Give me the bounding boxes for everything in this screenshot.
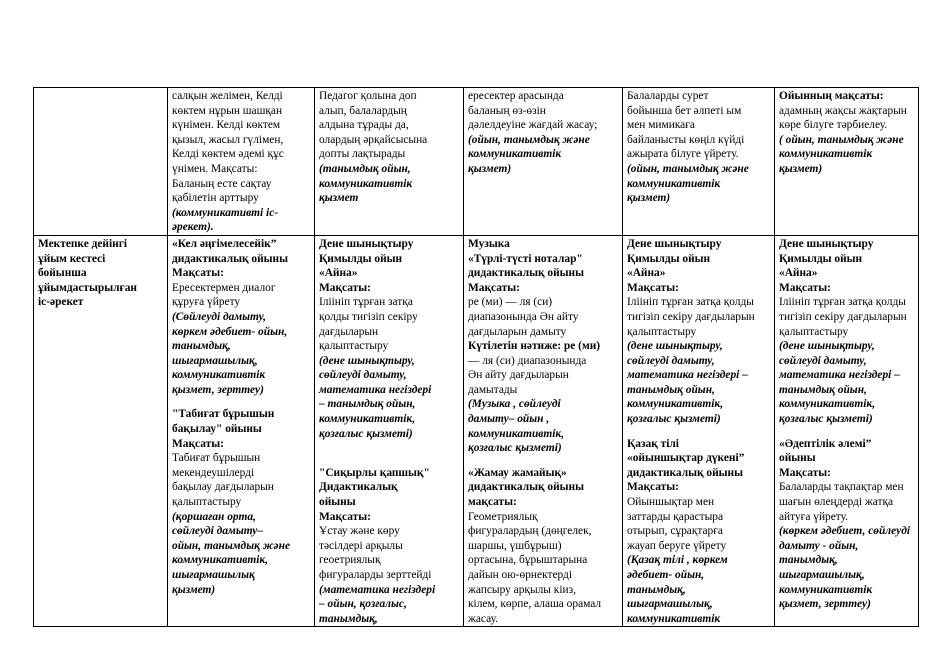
text-line: коммуникативтік [627,612,721,625]
text-line: «Айна» [627,267,666,280]
text-line: үнімен. Мақсаты: [172,162,258,175]
text-line: байланысты көңіл күйді [627,133,745,146]
text-line: ұйымдастырылған [38,281,137,294]
text-line: коммуникативтік, [172,554,269,567]
text-line: Мақсаты: [779,466,831,479]
text-line: (дене шынықтыру, [319,354,415,367]
text-line: шығармашылық, [627,598,713,611]
text-line: сөйлеуді дамыту, [319,369,407,382]
text-line: дидактикалық ойыны [468,267,584,280]
tuesday-cell [315,235,464,626]
text-line: ( ойын, танымдық және [779,133,904,146]
text-line: көркем әдебиет- ойын, [172,325,288,338]
thursday-cell [623,235,775,626]
text-line: Іліініп тұрған затқа [319,296,413,309]
text-line: (Қазақ тілі , көркем [627,554,728,567]
text-line: «ойыншықтар дүкені” [627,452,745,465]
text-line: қызмет [319,192,359,205]
text-line: Келді көктем әдемі құс [172,148,284,161]
text-line: ойын, танымдық және [172,539,290,552]
text-line: (коммуникативті іс- [172,206,279,219]
text-line: математика негіздері [319,383,432,396]
text-line: әрекет). [172,221,214,234]
text-line: Ән айту дағдыларын [468,369,569,382]
text-line: Мақсаты: [319,281,371,294]
text-line: «Жамау жамайық» [468,466,567,479]
text-line: допты лақтырады [319,148,406,161]
text-line: Ойынның мақсаты: [779,90,884,102]
text-line: тигізіп секіру дағдыларын [779,310,907,323]
text-line: дамытады [468,383,518,396]
text-line: коммуникативтік, [627,398,724,411]
text-line: олардың әрқайсысына [319,133,428,146]
text-line: Іліініп тұрған затқа қолды [627,296,754,309]
text-line: дидактикалық ойыны [627,466,743,479]
text-line: Мақсаты: [779,281,831,294]
text-line: қозғалыс қызметі) [779,413,873,426]
text-line: Ересектермен диалог [172,281,276,294]
text-line: баланың өз-өзін [468,104,546,117]
text-line: Дидактикалық [319,481,398,494]
text-line: отырып, сұрақтарға [627,525,723,538]
text-line: (көркем әдебиет, сөйлеуді [779,525,911,538]
table-row [34,88,919,236]
row-label-cell [34,235,168,626]
text-line: қолды тигізіп секіру [319,310,418,323]
text-line: танымдық, [319,612,378,625]
text-line: алдына тұрады да, [319,119,409,132]
text-line: Мақсаты: [172,437,224,450]
text-line: коммуникативтік [319,177,413,190]
text-line: мекендеушілерді [172,466,255,479]
text-line: қалыптастыру [627,325,697,338]
row-label-cell [34,88,168,236]
spacer [468,456,619,466]
text-line: коммуникативтік [172,369,266,382]
text-line: «Кел әңгімелесейік” [172,237,277,250]
text-line: тигізіп секіру дағдыларын [627,310,755,323]
text-line: ұйым кестесі [38,252,106,265]
text-line: қызмет) [627,192,671,205]
text-line: Мақсаты: [468,281,520,294]
text-line: кілем, көрпе, алаша орамал [468,598,602,611]
text-line: Педагог қолына доп [319,90,417,102]
text-line: күнімен. Келді көктем [172,119,281,132]
text-line: Ойыншықтар мен [627,496,715,509]
spacer [627,427,771,437]
text-line: көктем нұрын шашқан [172,104,283,117]
text-line: Ұстау және көру [319,525,400,538]
text-line: Мақсаты: [627,281,679,294]
text-line: бақылау" ойыны [172,423,262,436]
text-line: мен мимикаға [627,119,695,132]
text-line: жасау. [468,612,498,625]
friday-cell [775,88,919,236]
text-line: Музыка [468,237,510,250]
text-line: бойынша [38,267,87,280]
text-line: мақсаты: [468,496,517,509]
text-line: (танымдық ойын, [319,162,411,175]
text-line: шаршы, үшбұрыш) [468,539,562,552]
text-line: Мақсаты: [172,267,224,280]
text-line: құруға үйрету [172,296,241,309]
friday-cell [775,235,919,626]
text-line: Қимылды ойын [779,252,863,265]
text-line: адамның жақсы жақтарын [779,104,907,117]
text-line: Қазақ тілі [627,437,679,450]
text-line: қалыптастыру [319,340,389,353]
tuesday-cell [315,88,464,236]
text-line: коммуникативтік [468,148,562,161]
thursday-cell [623,88,775,236]
text-line: (ойын, танымдық және [627,162,749,175]
text-line: бойынша бет әлпеті ым [627,104,742,117]
text-line: Мақсаты: [319,510,371,523]
text-line: қалыптастыру [172,496,242,509]
text-line: шығармашылық, [172,354,258,367]
text-line: танымдық, [779,554,838,567]
text-line: бақылау дағдыларын [172,481,274,494]
text-line: қабілетін арттыру [172,192,259,205]
text-line: танымдық ойын, [779,383,867,396]
text-line: математика негіздері – [779,369,900,382]
text-line: коммуникативтік, [468,427,565,440]
text-line: жапсыру арқылы кіиз, [468,583,576,596]
text-line: математика негіздері – [627,369,748,382]
text-line: Дене шынықтыру [627,237,722,250]
text-line: айтуға үйрету. [779,510,849,523]
text-line: танымдық ойын, [627,383,715,396]
text-line: Баланың есте сақтау [172,177,272,190]
text-line: алып, балалардың [319,104,407,117]
text-line: қызмет) [172,583,216,596]
text-line: Дене шынықтыру [319,237,414,250]
text-line: (дене шынықтыру, [627,340,723,353]
text-line: қызмет, зерттеу) [172,383,264,396]
text-line: — ля (си) диапазонында [468,354,587,367]
text-line: дидактикалық ойыны [172,252,288,265]
text-line: дамыту– ойын , [468,413,550,426]
text-line: салқын желімен, Келді [172,90,283,102]
text-line: әдебиет- ойын, [627,569,705,581]
text-line: "Сиқырлы қапшық" [319,466,430,479]
text-line: «Айна» [319,267,358,280]
text-line: Мектепке дейінгі [38,237,128,250]
text-line: қызмет) [468,162,512,175]
text-line: шағын өлеңдерді жатқа [779,496,894,509]
text-line: қалыптастыру [779,325,849,338]
text-line: коммуникативтік [779,148,873,161]
text-line: Балаларды сурет [627,90,709,102]
document-page [33,87,919,627]
text-line: Балаларды тақпақтар мен [779,481,904,494]
text-line: қозғалыс қызметі) [468,442,562,455]
text-line: ойыны [319,496,356,509]
text-line: (дене шынықтыру, [779,340,875,353]
text-line: дағдыларын [319,325,379,338]
text-line: Табиғат бұрышын [172,452,261,465]
text-line: (ойын, танымдық және [468,133,590,146]
text-line: (математика негіздері [319,583,436,596]
text-line: шығармашылық, [779,569,865,581]
text-line: сөйлеуді дамыту– [172,525,264,538]
text-line: (Сөйлеуді дамыту, [172,310,266,323]
text-line: ойыны [779,452,816,465]
text-line: (Музыка , сөйлеуді [468,398,561,411]
spacer [172,397,311,407]
text-line: «Түрлі-түсті ноталар" [468,252,583,265]
text-line: Геометриялық [468,510,538,523]
text-line: қозғалыс қызметі) [627,413,721,426]
text-line: коммуникативтік [779,583,873,596]
text-line: фигураларды зерттейді [319,569,432,581]
text-line: Қимылды ойын [627,252,711,265]
text-line: шығармашылық [172,569,255,581]
text-line: фигуралардың (дөңгелек, [468,525,592,538]
text-line: геоетриялық [319,554,381,567]
text-line: Мақсаты: [627,481,679,494]
text-line: іс-әрекет [38,296,84,309]
text-line: (қоршаған орта, [172,510,256,523]
text-line: сөйлеуді дамыту, [779,354,867,367]
schedule-table [33,87,919,627]
text-line: дағдыларын дамыту [468,325,567,338]
spacer [319,456,460,466]
text-line: дәлелдеуіне жағдай жасау; [468,119,598,132]
text-line: Қимылды ойын [319,252,403,265]
text-line: – ойын, қозғалыс, [319,598,407,611]
text-line: қызыл, жасыл гүлімен, [172,133,284,146]
text-line: дидактикалық ойыны [468,481,584,494]
text-line: заттарды қараcтыра [627,510,724,523]
monday-cell [168,88,315,236]
text-line: қозғалыс қызметі) [319,427,413,440]
text-line: жауап беруге үйрету [627,539,727,552]
table-row [34,235,919,626]
text-line: сөйлеуді дамыту, [627,354,715,367]
text-line: коммуникативтік, [779,398,876,411]
text-line: ре (ми) — ля (си) [468,296,553,309]
text-line: «Айна» [779,267,818,280]
text-line: "Табиғат бұрышын [172,408,275,421]
text-line: дайын ою-өрнектерді [468,569,573,581]
text-line: коммуникативтік [627,177,721,190]
text-line: ажырата білуге үйрету. [627,148,739,161]
text-line: Іліініп тұрған затқа қолды [779,296,906,309]
text-line: ортасына, бұрыштарына [468,554,588,567]
text-line: көре білуге тәрбиелеу. [779,119,888,132]
monday-cell [168,235,315,626]
text-line: коммуникативтік, [319,413,416,426]
text-line: дамыту - ойын, [779,539,859,552]
text-line: диапазонында Ән айту [468,310,579,323]
text-line: – танымдық ойын, [319,398,416,411]
wednesday-cell [464,88,623,236]
spacer [779,427,915,437]
text-line: қызмет, зерттеу) [779,598,871,611]
text-line: тәсілдері арқылы [319,539,403,552]
text-line: ересектер арасында [468,90,564,102]
text-line: танымдық, [627,583,686,596]
text-line: қызмет) [779,162,823,175]
text-line: «Әдептілік әлемі” [779,437,872,450]
text-line: Күтілетін нәтиже: ре (ми) [468,340,601,353]
wednesday-cell [464,235,623,626]
text-line: Дене шынықтыру [779,237,874,250]
spacer [319,441,460,456]
text-line: танымдық, [172,340,231,353]
